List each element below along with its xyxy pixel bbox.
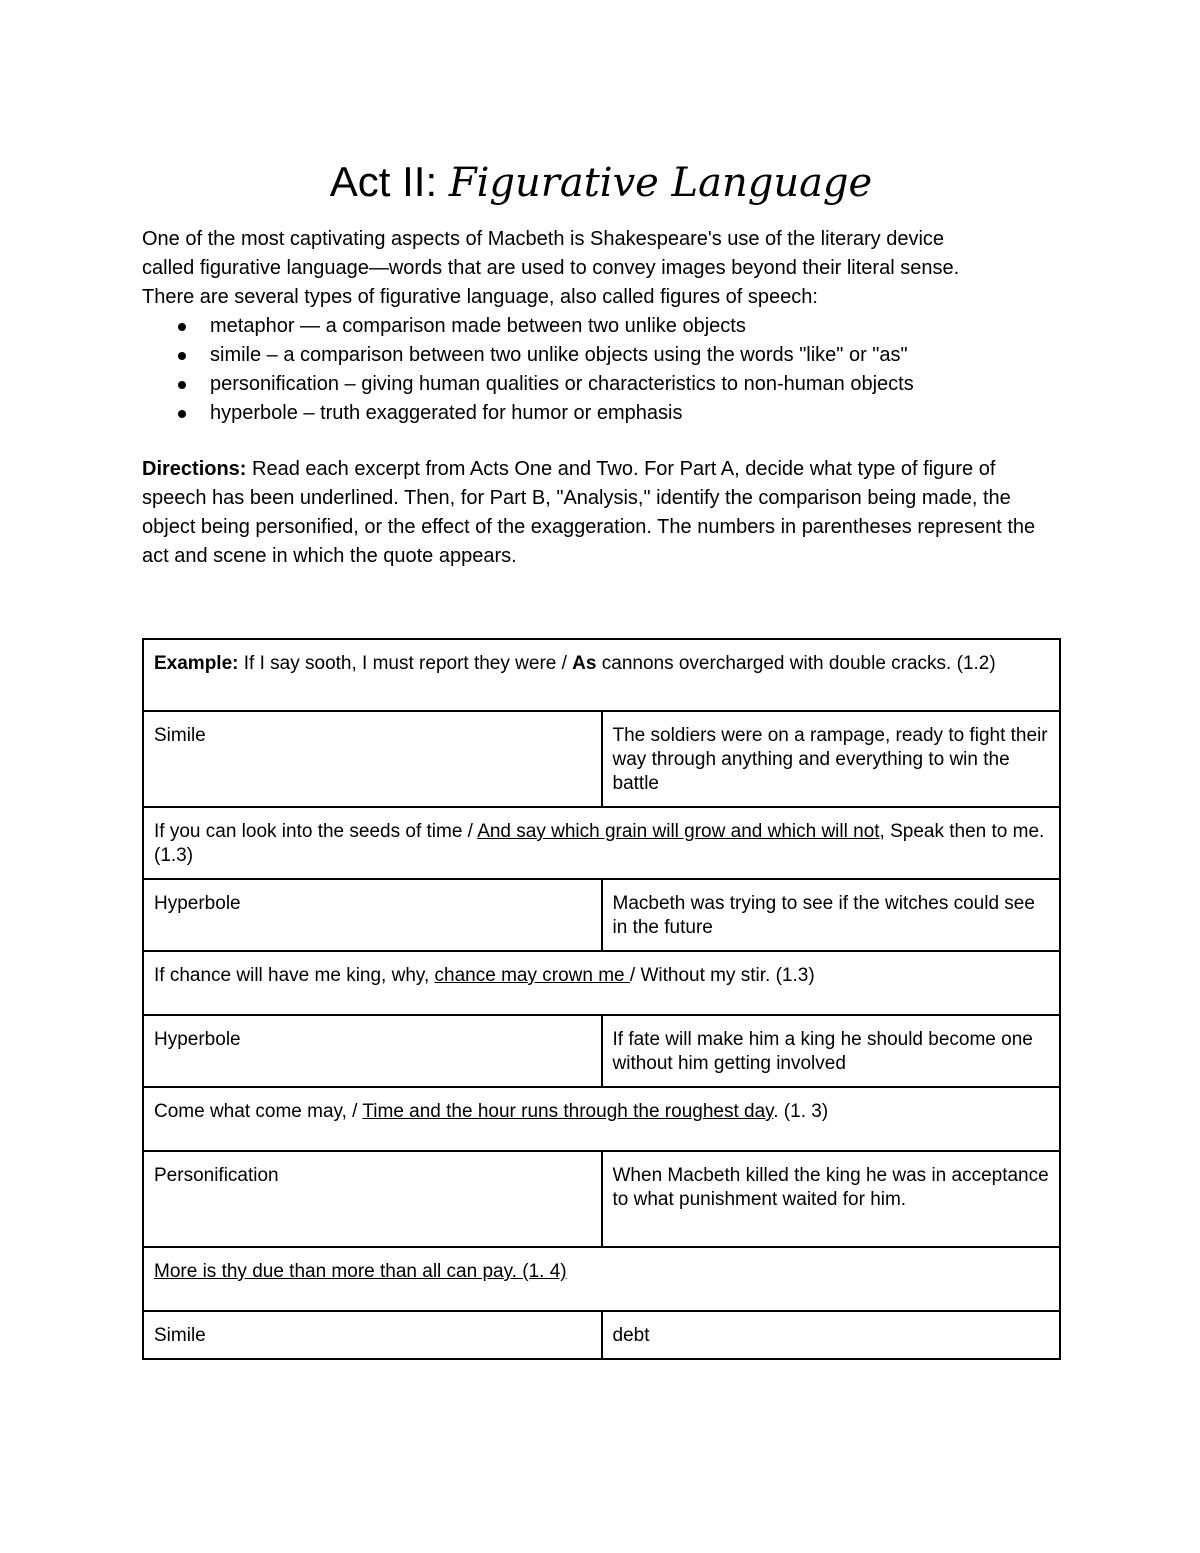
intro-line-2: called figurative language—words that are used to convey images beyond their literal sense.	[142, 257, 960, 279]
quote-1-post: , Speak then to me. (1.3)	[154, 821, 1045, 866]
quote-3-pre: Come what come may, /	[154, 1101, 363, 1122]
title-prefix: Act II:	[329, 158, 449, 205]
bullet-text: simile – a comparison between two unlike objects using the words "like" or "as"	[210, 344, 908, 366]
page-title	[142, 150, 1060, 215]
example-label: Example:	[154, 653, 239, 674]
table-row-quote-4	[143, 1247, 1060, 1311]
table-row-answer-3	[143, 1151, 1060, 1247]
bullet-icon	[178, 352, 186, 360]
directions-paragraph	[142, 455, 1060, 571]
bullet-text: personification – giving human qualities or characteristics to non-human objects	[210, 373, 914, 395]
figures-of-speech-list	[142, 312, 1060, 428]
quote-2-part-a: Hyperbole	[143, 1015, 602, 1087]
quote-1-underlined: And say which grain will grow and which will not	[477, 821, 880, 842]
quote-3-cell	[143, 1087, 1060, 1151]
quote-4-part-b: debt	[602, 1311, 1061, 1359]
quote-2-part-b: If fate will make him a king he should become one without him getting involved	[602, 1015, 1061, 1087]
table-row-quote-1	[143, 807, 1060, 879]
quote-1-pre: If you can look into the seeds of time /	[154, 821, 478, 842]
quote-4-underlined: More is thy due than more than all can pay. (1. 4)	[154, 1261, 567, 1282]
quote-4-cell	[143, 1247, 1060, 1311]
intro-paragraph	[142, 225, 1060, 312]
table-row-answer-1	[143, 879, 1060, 951]
bullet-icon	[178, 381, 186, 389]
document-page	[142, 150, 1060, 571]
list-item	[176, 312, 1060, 341]
example-post: cannons overcharged with double cracks. (1.2)	[596, 653, 996, 674]
quote-2-underlined: chance may crown me	[434, 965, 630, 986]
quote-2-cell	[143, 951, 1060, 1015]
bullet-text: hyperbole – truth exaggerated for humor or emphasis	[210, 402, 683, 424]
table-row-example-quote	[143, 639, 1060, 711]
table-row-example-answer	[143, 711, 1060, 807]
table-row-answer-4	[143, 1311, 1060, 1359]
bullet-icon	[178, 410, 186, 418]
quote-3-part-a: Personification	[143, 1151, 602, 1247]
quote-1-part-a: Hyperbole	[143, 879, 602, 951]
quote-3-part-b: When Macbeth killed the king he was in acceptance to what punishment waited for him.	[602, 1151, 1061, 1247]
quote-2-pre: If chance will have me king, why,	[154, 965, 435, 986]
example-bold: As	[572, 653, 597, 674]
quote-3-post: . (1. 3)	[773, 1101, 829, 1122]
quotes-table	[142, 638, 1061, 1360]
directions-text: Read each excerpt from Acts One and Two. For Part A, decide what type of figure of speech has been underlined. Then, for Part B, "Analysis," identify the comparison being made, the object being personified, or the effect of the exaggeration. The numbers in parentheses represent the act and scene in which the quote appears.	[142, 458, 1036, 567]
quote-1-part-b: Macbeth was trying to see if the witches could see in the future	[602, 879, 1061, 951]
table-row-answer-2	[143, 1015, 1060, 1087]
bullet-icon	[178, 323, 186, 331]
quote-4-part-a: Simile	[143, 1311, 602, 1359]
directions-label: Directions:	[142, 458, 247, 480]
intro-line-1: One of the most captivating aspects of Macbeth is Shakespeare's use of the literary device	[142, 228, 945, 250]
example-part-b: The soldiers were on a rampage, ready to fight their way through anything and everything to win the battle	[602, 711, 1061, 807]
table-row-quote-2	[143, 951, 1060, 1015]
quote-1-cell	[143, 807, 1060, 879]
example-part-a: Simile	[143, 711, 602, 807]
example-quote-cell	[143, 639, 1060, 711]
bullet-text: metaphor — a comparison made between two unlike objects	[210, 315, 746, 337]
list-item	[176, 399, 1060, 428]
quote-3-underlined: Time and the hour runs through the roughest day	[362, 1101, 774, 1122]
list-item	[176, 370, 1060, 399]
table-row-quote-3	[143, 1087, 1060, 1151]
list-item	[176, 341, 1060, 370]
quote-2-post: / Without my stir. (1.3)	[629, 965, 815, 986]
title-script: Figurative Language	[448, 160, 873, 206]
intro-line-3: There are several types of figurative language, also called figures of speech:	[142, 286, 818, 308]
example-pre: If I say sooth, I must report they were /	[238, 653, 573, 674]
